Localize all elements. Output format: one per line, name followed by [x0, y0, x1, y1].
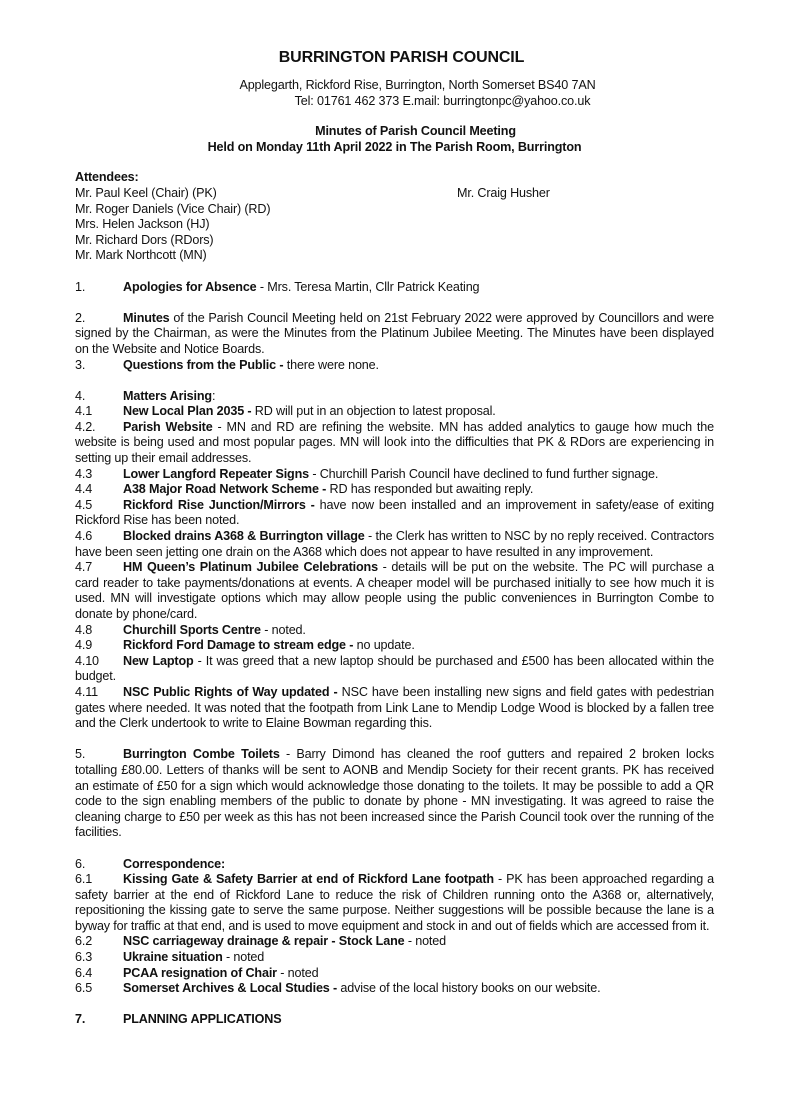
minute-item-1: 1. Apologies for Absence - Mrs. Teresa Martin, Cllr Patrick Keating	[75, 279, 480, 294]
minute-item-6: 6. Correspondence:	[75, 856, 226, 871]
attendees-list	[75, 186, 714, 264]
minute-item-5: 5. Burrington Combe Toilets - Barry Dimond has cleaned the roof gutters and repaired 2 broken locks totalling £80.00. Letters of thanks will be sent to AONB and Mendip Society for their recent grants. PK has received an estimate of £50 for a sign which would acknowledge those donating to the toilets. It may be possible to add a QR code to the sign enabling members of the public to donate by phone - MN investigating. It was agreed to raise the cleaning charge to £50 per week as this has not been increased since the Parish Council took over the running of the facilities.	[75, 747, 714, 840]
minute-item-4-9: 4.9 Rickford Ford Damage to stream edge - no update.	[75, 638, 415, 653]
council-title: BURRINGTON PARISH COUNCIL	[278, 49, 525, 66]
minutes-title: Minutes of Parish Council Meeting	[315, 124, 516, 139]
minute-item-4-11: 4.11 NSC Public Rights of Way updated - NSC have been installing new signs and field gates with pedestrian gates where needed. It was noted that the footpath from Link Lane to Mendip Lodge Wood is blocked by a fallen tree and the Clerk undertook to write to Elaine Bowman regarding this.	[75, 684, 714, 731]
attendee: Mr. Paul Keel (Chair) (PK)	[75, 185, 217, 200]
minute-item-7: 7. PLANNING APPLICATIONS	[75, 1012, 282, 1027]
minute-item-6-4: 6.4 PCAA resignation of Chair - noted	[75, 965, 319, 980]
minute-item-4: 4. Matters Arising:	[75, 388, 216, 403]
attendee: Mr. Roger Daniels (Vice Chair) (RD)	[75, 201, 271, 216]
council-contact: Tel: 01761 462 373 E.mail: burringtonpc@yahoo.co.uk	[294, 93, 591, 108]
minute-item-6-5: 6.5 Somerset Archives & Local Studies - advise of the local history books on our website.	[75, 981, 601, 996]
attendee: Mr. Craig Husher	[457, 185, 550, 200]
document-body	[75, 48, 714, 1028]
attendees-heading: Attendees:	[75, 170, 139, 185]
minute-item-4-7: 4.7 HM Queen’s Platinum Jubilee Celebrations - details will be put on the website. The PC will purchase a card reader to take payments/donations at events. A cheaper model will be purchased initially to see how much it is used. MN will investigate options which may allow people using the public conveniences in Burrington Combe to donate by phone/card.	[75, 560, 714, 621]
minute-item-4-5: 4.5 Rickford Rise Junction/Mirrors - have now been installed and an improvement in safety/ease of exiting Rickford Rise has been noted.	[75, 497, 715, 528]
attendee: Mr. Richard Dors (RDors)	[75, 232, 214, 247]
attendee: Mr. Mark Northcott (MN)	[75, 248, 207, 263]
minute-item-4-4: 4.4 A38 Major Road Network Scheme - RD has responded but awaiting reply.	[75, 482, 534, 497]
minute-item-2: 2. Minutes of the Parish Council Meeting held on 21st February 2022 were approved by Councillors and were signed by the Chairman, as were the Minutes from the Platinum Jubilee Meeting. The Minutes have been displayed on the Website and Notice Boards.	[75, 310, 714, 356]
minute-item-4-6: 4.6 Blocked drains A368 & Burrington village - the Clerk has written to NSC by no reply received. Contractors have been seen jetting one drain on the A368 which does not appear to have resulted in any improvement.	[75, 529, 714, 559]
minute-item-6-2: 6.2 NSC carriageway drainage & repair - Stock Lane - noted	[75, 934, 446, 949]
meeting-details: Held on Monday 11th April 2022 in The Parish Room, Burrington	[207, 139, 582, 154]
minute-item-4-10: 4.10 New Laptop - It was greed that a new laptop should be purchased and £500 has been allocated within the budget.	[75, 653, 714, 684]
minute-item-6-1: 6.1 Kissing Gate & Safety Barrier at end of Rickford Lane footpath - PK has been approached regarding a safety barrier at the end of Rickford Lane to reduce the risk of Children running onto the A368 or, alternatively, repositioning the kissing gate to serve the same purpose. Neither suggestions will be possible because the lane is a byway for traffic at that end, and is used to move equipment and stock in and out of fields which are accessed from it.	[75, 872, 715, 933]
council-address: Applegarth, Rickford Rise, Burrington, North Somerset BS40 7AN	[239, 78, 596, 92]
attendee: Mrs. Helen Jackson (HJ)	[75, 217, 210, 232]
minute-item-4-3: 4.3 Lower Langford Repeater Signs - Churchill Parish Council have declined to fund further signage.	[75, 466, 659, 481]
minute-item-6-3: 6.3 Ukraine situation - noted	[75, 950, 265, 965]
minute-item-4-1: 4.1 New Local Plan 2035 - RD will put in an objection to latest proposal.	[75, 404, 496, 419]
minute-item-4-8: 4.8 Churchill Sports Centre - noted.	[75, 622, 306, 637]
minute-item-3: 3. Questions from the Public - there were none.	[75, 357, 379, 372]
minute-item-4-2: 4.2. Parish Website - MN and RD are refining the website. MN has added analytics to gauge how much the website is being used and most popular pages. MN will look into the difficulties that PK & RDors are experiencing in setting up their email addresses.	[75, 419, 714, 466]
